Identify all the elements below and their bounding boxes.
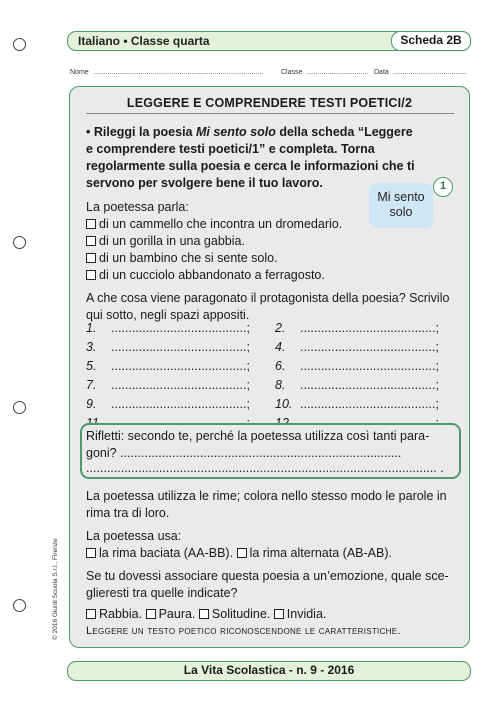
binder-hole bbox=[13, 236, 26, 249]
binder-hole bbox=[13, 38, 26, 51]
checkbox[interactable] bbox=[86, 609, 96, 619]
blank-number: 6. bbox=[275, 359, 286, 373]
subject-label: Italiano • Classe quarta bbox=[78, 34, 210, 48]
student-info-row bbox=[0, 69, 500, 79]
answer-blank[interactable]: .......................................; bbox=[111, 378, 250, 392]
q3-line-3[interactable]: ..................................................................................................... . bbox=[86, 461, 444, 475]
option-label: la rima alternata (AB-AB). bbox=[249, 546, 392, 560]
q1-option[interactable] bbox=[86, 216, 342, 233]
checkbox[interactable] bbox=[86, 253, 96, 263]
learning-goal: Leggere un testo poetico riconoscendone le caratteristiche. bbox=[86, 625, 401, 637]
intro-text: della scheda “Leggere bbox=[275, 125, 413, 139]
option-label: Rabbia. bbox=[99, 607, 143, 621]
option-label: la rima baciata (AA-BB). bbox=[99, 546, 234, 560]
answer-blank[interactable]: .......................................; bbox=[111, 321, 250, 335]
sheet-label: Scheda 2B bbox=[391, 31, 471, 51]
checkbox[interactable] bbox=[86, 236, 96, 246]
answer-blank[interactable]: .......................................; bbox=[300, 321, 439, 335]
answer-blank[interactable]: .......................................; bbox=[111, 397, 250, 411]
blank-number: 10. bbox=[275, 397, 293, 411]
blank-number: 5. bbox=[86, 359, 97, 373]
checkbox[interactable] bbox=[199, 609, 209, 619]
blank-number: 8. bbox=[275, 378, 286, 392]
q6-line-1: Se tu dovessi associare questa poesia a un’emozione, quale sce- bbox=[86, 569, 449, 583]
option-label: di un cucciolo abbandonato a ferragosto. bbox=[99, 268, 325, 282]
poem-title: Mi sento solo bbox=[195, 125, 276, 139]
class-label: Classe bbox=[281, 69, 303, 76]
name-field[interactable]: ....................................................................................... bbox=[94, 69, 264, 76]
title-divider bbox=[86, 113, 454, 114]
q1-prompt: La poetessa parla: bbox=[86, 200, 189, 214]
q1-option[interactable] bbox=[86, 233, 245, 250]
q3-line-2[interactable]: goni? ................................................................................. bbox=[86, 446, 402, 460]
intro-line-4: servono per svolgere bene il tuo lavoro. bbox=[86, 176, 323, 190]
answer-blank[interactable]: .......................................; bbox=[300, 340, 439, 354]
binder-hole bbox=[13, 599, 26, 612]
q6-options bbox=[86, 606, 326, 623]
checkbox[interactable] bbox=[86, 219, 96, 229]
footer-bar: La Vita Scolastica - n. 9 - 2016 bbox=[67, 661, 471, 681]
checkbox[interactable] bbox=[237, 548, 247, 558]
class-field[interactable]: ................................ bbox=[306, 69, 369, 76]
binder-hole bbox=[13, 401, 26, 414]
option-label: Paura. bbox=[158, 607, 196, 621]
intro-line-2: e comprendere testi poetici/1” e completa. Torna bbox=[86, 142, 375, 156]
blank-number: 2. bbox=[275, 321, 286, 335]
header-bar bbox=[67, 31, 471, 51]
answer-blank[interactable]: .......................................; bbox=[300, 359, 439, 373]
reference-number-badge: 1 bbox=[433, 177, 453, 197]
date-label: Data bbox=[374, 69, 389, 76]
option-label: di un bambino che si sente solo. bbox=[99, 251, 278, 265]
q1-option[interactable] bbox=[86, 250, 278, 267]
answer-blank[interactable]: .......................................; bbox=[300, 378, 439, 392]
intro-line-3: regolarmente sulla poesia e cerca le informazioni che ti bbox=[86, 159, 415, 173]
option-label: di un gorilla in una gabbia. bbox=[99, 234, 245, 248]
blank-number: 4. bbox=[275, 340, 286, 354]
checkbox[interactable] bbox=[274, 609, 284, 619]
blank-number: 7. bbox=[86, 378, 97, 392]
q6-line-2: glieresti tra quelle indicate? bbox=[86, 586, 238, 600]
q1-option[interactable] bbox=[86, 267, 325, 284]
q2-prompt-line-2: qui sotto, negli spazi appositi. bbox=[86, 308, 250, 322]
q4-line-1: La poetessa utilizza le rime; colora nello stesso modo le parole in bbox=[86, 489, 447, 503]
checkbox[interactable] bbox=[86, 548, 96, 558]
bubble-text: solo bbox=[389, 205, 413, 219]
q5-prompt: La poetessa usa: bbox=[86, 529, 182, 543]
answer-blank[interactable]: .......................................; bbox=[111, 340, 250, 354]
option-label: Solitudine. bbox=[211, 607, 271, 621]
intro-line-1 bbox=[86, 124, 413, 141]
blank-number: 3. bbox=[86, 340, 97, 354]
q3-line-1: Rifletti: secondo te, perché la poetessa utilizza così tanti para- bbox=[86, 429, 430, 443]
q2-prompt-line-1: A che cosa viene paragonato il protagonista della poesia? Scrivilo bbox=[86, 291, 450, 305]
q5-options bbox=[86, 545, 392, 562]
intro-text: • Rileggi la poesia bbox=[86, 125, 196, 139]
answer-blank[interactable]: .......................................; bbox=[300, 397, 439, 411]
worksheet-title: LEGGERE E COMPRENDERE TESTI POETICI/2 bbox=[126, 96, 413, 110]
option-label: Invidia. bbox=[286, 607, 327, 621]
date-field[interactable]: ...................................... bbox=[393, 69, 467, 76]
checkbox[interactable] bbox=[86, 270, 96, 280]
name-label: Nome bbox=[70, 69, 89, 76]
blank-number: 1. bbox=[86, 321, 97, 335]
poem-reference-bubble bbox=[369, 183, 433, 228]
copyright-text: © 2016 Giunti Scuola S.r.l., Firenze bbox=[52, 538, 59, 640]
option-label: di un cammello che incontra un dromedario. bbox=[99, 217, 343, 231]
answer-blank[interactable]: .......................................; bbox=[111, 359, 250, 373]
q4-line-2: rima tra di loro. bbox=[86, 506, 170, 520]
checkbox[interactable] bbox=[146, 609, 156, 619]
blank-number: 9. bbox=[86, 397, 97, 411]
bubble-text: Mi sento bbox=[377, 190, 425, 204]
